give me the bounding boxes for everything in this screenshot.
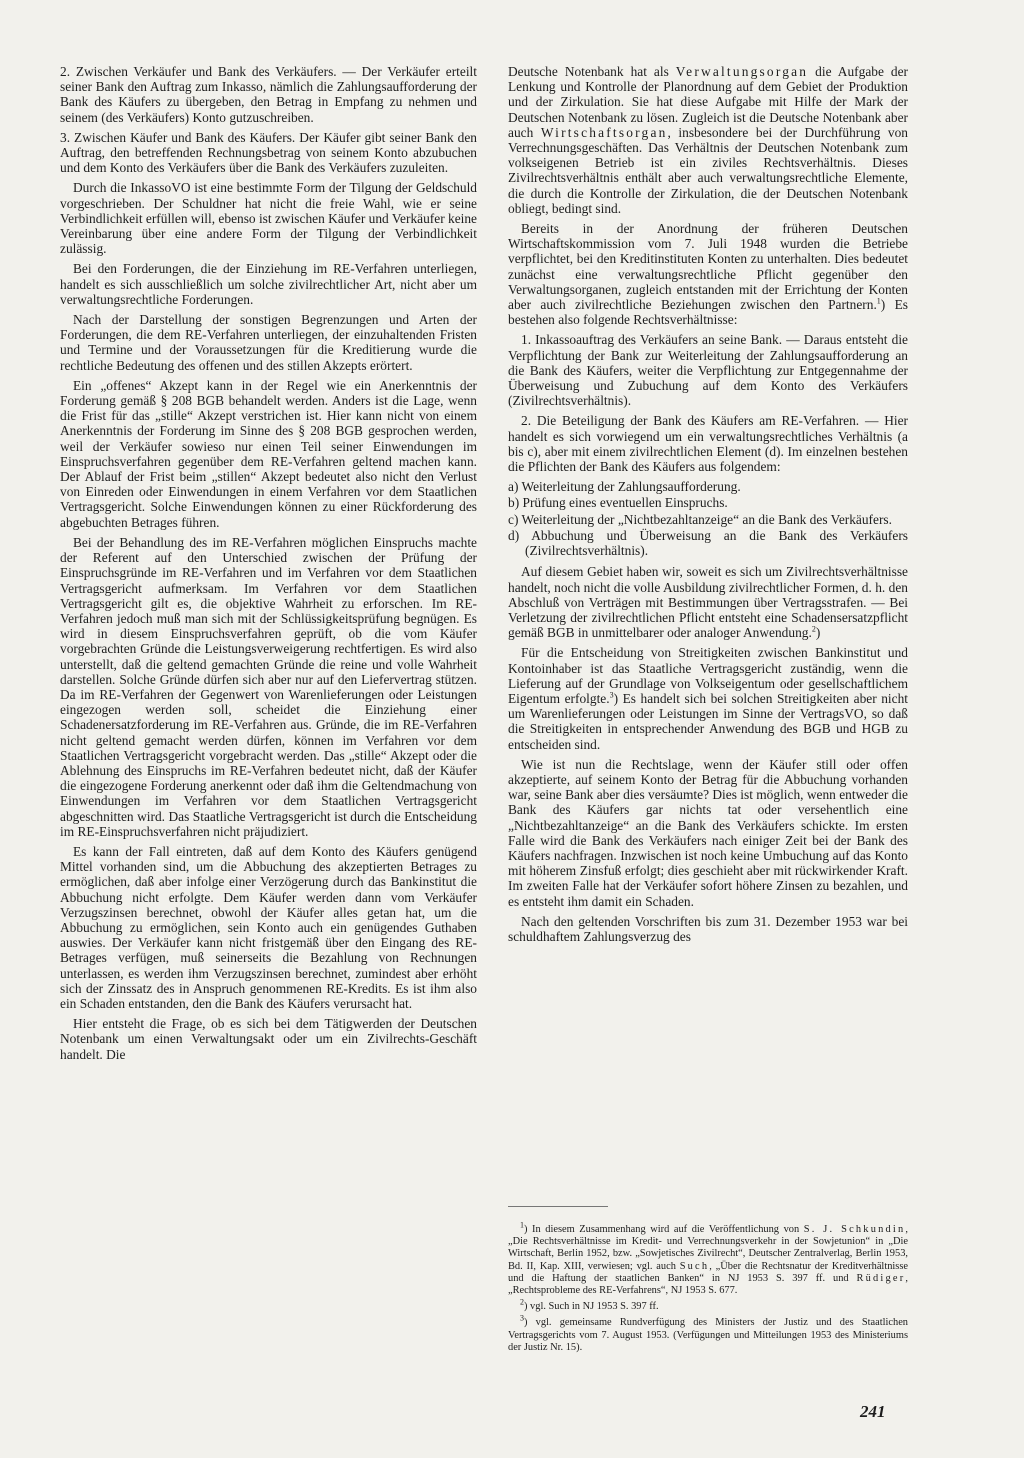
spaced-term: Verwaltungsorgan [675,64,809,79]
author-name: Such [679,1260,710,1272]
footnote-number: 3 [520,1313,524,1323]
list-item: d) Abbuchung und Überweisung an die Bank des Verkäufers (Zivilrechtsverhältnis). [508,527,908,559]
footnote [508,1220,908,1297]
footnotes [508,1220,908,1358]
paragraph: Nach der Darstellung der sonstigen Begrenzungen und Arten der Forderungen, die dem RE-Verfahren unterliegen, der einzuhaltenden Fristen und Termine und der Voraussetzungen für die Kreditierung wurde die rechtliche Bedeutung des offenen und des stillen Akzepts erörtert. [60,312,477,373]
paragraph: Durch die InkassoVO ist eine bestimmte Form der Tilgung der Geldschuld vorgeschrieben. Der Schuldner hat nicht die freie Wahl, wie er seine Verbindlichkeit erfüllen will, ebenso ist zwischen Käufer und Verkäufer keine Vereinbarung über eine andere Form der Tilgung der Verbindlichkeit zulässig. [60,180,477,257]
paragraph [508,221,908,327]
text-run: ) Es handelt sich bei solchen Streitigkeiten aber nicht um Warenlieferungen oder Leistungen im Sinne der VertragsVO, so daß die Streitigkeiten in entsprechender Anwendung des BGB und HGB zu entscheiden sind. [508,690,908,752]
text-run: , insbesondere bei der Durchführung von Verrechnungsgeschäften. Das Verhältnis der Deutschen Notenbank zum volkseigenen Betrieb ist ein ziviles Rechtsverhältnis. Dieses Zivilrechtsverhältnis enthält aber auch verwaltungsrechtliche Elemente, die durch die Kontrolle der Zirkulation, die der Deutschen Notenbank obliegt, bedingt sind. [508,124,908,216]
list-item: a) Weiterleitung der Zahlungsaufforderung. [508,479,741,495]
text-run: , „Rechtsprobleme des RE-Verfahrens“, NJ 1953 S. 677. [508,1272,908,1297]
text-run: Bereits in der Anordnung der früheren Deutschen Wirtschaftskommission vom 7. Juli 1948 wurden die Betriebe verpflichtet, bei den Kreditinstituten Konten zu unterhalten. Dies bedeutet zunächst eine verwaltungsrechtliche Pflicht gegenüber den Verwaltungsorganen, zugleich entstanden mit der Errichtung der Konten aber auch zivilrechtliche Beziehungen zwischen den Partnern. [508,221,908,313]
list-item: c) Weiterleitung der „Nichtbezahltanzeige“ an die Bank des Verkäufers. [508,511,892,527]
paragraph: Hier entsteht die Frage, ob es sich bei dem Tätigwerden der Deutschen Notenbank um einen Verwaltungsakt oder um ein Zivilrechts-Geschäft handelt. Die [60,1016,477,1062]
text-run: ) [815,625,821,641]
text-run: die Aufgabe der Lenkung und Kontrolle der Planordnung auf dem Gebiet der Produktion und der Zirkulation. Sie hat diese Aufgabe mit Hilfe der Mark der Deutschen Notenbank zu lösen. Zugleich ist die Deutsche Notenbank aber auch [508,64,908,140]
paragraph: Es kann der Fall eintreten, daß auf dem Konto des Käufers genügend Mittel vorhanden sind, um die Abbuchung des akzeptierten Betrages zu ermöglichen, daß aber infolge einer Verzögerung durch das Bankinstitut die Abbuchung nicht erfolgte. Dem Käufer werden dann vom Verkäufer Verzugszinsen berechnet, obwohl der Käufer alles getan hat, um die Abbuchung zu ermöglichen, sein Konto auch ein genügendes Guthaben auswies. Der Verkäufer kann nicht fristgemäß über den Eingang des RE-Betrages verfügen, muß seinerseits die Bezahlung von Rechnungen unterlassen, es werden ihm Verzugszinsen berechnet, zumindest aber erhöht sich der Zinssatz des in Anspruch genommenen RE-Kredits. Es ist ihm also ein Schaden entstanden, den die Bank des Käufers verursacht hat. [60,843,477,1011]
text-run: ) In diesem Zusammenhang wird auf die Veröffentlichung von [524,1224,804,1235]
text-run: Für die Entscheidung von Streitigkeiten zwischen Bankinstitut und Kontoinhaber ist das Staatliche Vertragsgericht zuständig, wenn die Lieferung auf der Grundlage von Volkseigentum oder gesellschaftlichem Eigentum erfolgte. [508,645,908,706]
paragraph: Bei der Behandlung des im RE-Verfahren möglichen Einspruchs machte der Referent auf den Unterschied zwischen der Prüfung der Einspruchsgründe im RE-Verfahren und im Verfahren vor dem Staatlichen Vertragsgericht aufmerksam. Im Verfahren vor dem Staatlichen Vertragsgericht gilt es, die objektive Wahrheit zu erforschen. Im RE-Verfahren jedoch muß man sich mit der Schlüssigkeitsprüfung begnügen. Es wird in diesem Einspruchsverfahren geprüft, ob die vom Käufer vorgebrachten Gründe die Leistungsverweigerung rechtfertigen. Es wird also unterstellt, daß die geltend gemachten Gründe die reine und volle Wahrheit darstellen. Solche Gründe dürfen sich aber nur auf den Liefervertrag stützen. Da im RE-Verfahren der Gegenwert von Warenlieferungen oder Leistungen eingezogen werden soll, scheidet die Einziehung einer Schadenersatzforderung im RE-Verfahren aus. Gründe, die im RE-Verfahren nicht geltend gemacht werden dürfen, können im Verfahren vor dem Staatlichen Vertragsgericht vorgebracht werden. Das „stille“ Akzept oder die Ablehnung des Einspruchs im RE-Verfahren bedeutet nicht, daß der Käufer die eingezogene Forderung anerkennt oder daß ihm die Geltendmachung von Einwendungen im Verfahren vor dem Staatlichen Vertragsgericht abgeschnitten wird. Das Staatliche Vertragsgericht ist durch die Entscheidung im RE-Einspruchsverfahren nicht präjudiziert. [60,534,477,839]
text-run: Deutsche Notenbank hat als [508,64,676,79]
footnote-ref: 3 [609,690,614,700]
text-run: ) vgl. gemeinsame Rundverfügung des Ministers der Justiz und des Staatlichen Vertragsgerichts vom 7. August 1953. (Verfügungen und Mitteilungen 1953 des Ministeriums der Justiz Nr. 15). [508,1317,908,1353]
footnote [508,1297,908,1313]
text-run: , „Die Rechtsverhältnisse im Kredit- und Verrechnungsverkehr in der Sowjetunion“ in „Die Wirtschaft, Berlin 1952, bzw. „Sowjetisches Zivilrecht“, Deutscher Zentralverlag, Berlin 1953, Bd. II, Kap. XIII, verwiesen; vgl. auch [508,1224,908,1272]
paragraph: Wie ist nun die Rechtslage, wenn der Käufer still oder offen akzeptierte, auf seinem Konto der Betrag für die Abbuchung vorhanden war, seine Bank aber dies versäumte? Dies ist möglich, wenn entweder die Bank des Käufers gar nichts tat oder versehentlich eine „Nichtbezahltanzeige“ an die Bank des Verkäufers schickte. Im ersten Falle wird die Bank des Verkäufers nach einiger Zeit bei der Bank des Käufers nachfragen. Inzwischen ist noch keine Umbuchung auf das Konto mit höherem Zinsfuß erfolgt; dies geschieht aber mit rückwirkender Kraft. Im zweiten Falle hat der Verkäufer sofort höhere Zinsen zu bezahlen, und es entsteht ihm damit ein Schaden. [508,756,908,909]
footnote [508,1313,908,1354]
text-run: , „Über die Rechtsnatur der Kreditverhältnisse und die Haftung der staatlichen Banken“ in NJ 1953 S. 397 ff. und [508,1260,908,1284]
footnote-number: 2 [520,1297,524,1307]
paragraph [508,64,908,216]
paragraph: Ein „offenes“ Akzept kann in der Regel wie ein Anerkenntnis der Forderung gemäß § 208 BGB behandelt werden. Anders ist die Lage, wenn die Frist für das „stille“ Akzept verstrichen ist. Hier kann nicht von einem Anerkenntnis der Forderung im Sinne des § 208 BGB gesprochen werden, weil der Verkäufer sowieso nur einen Teil seiner Einwendungen im Einspruchsverfahren gegenüber dem RE-Verfahren geltend machen kann. Der Ablauf der Frist beim „stillen“ Akzept bedeutet also nicht den Verlust von Einreden oder Einwendungen in einem Verfahren vor dem Staatlichen Vertragsgericht. Solche Einwendungen können zu einer Rückforderung des abgebuchten Betrages führen. [60,377,477,530]
footnote-number: 1 [520,1220,524,1230]
text-run: ) vgl. Such in NJ 1953 S. 397 ff. [524,1301,659,1313]
footnote-ref: 2 [811,624,816,634]
paragraph: 2. Zwischen Verkäufer und Bank des Verkäufers. — Der Verkäufer erteilt seiner Bank den Auftrag zum Inkasso, nämlich die Zahlungsaufforderung der Bank des Käufers zu übergeben, den Betrag in Empfang zu nehmen und seinem (des Verkäufers) Konto gutzuschreiben. [60,64,477,125]
paragraph: 1. Inkassoauftrag des Verkäufers an seine Bank. — Daraus entsteht die Verpflichtung der Bank zur Weiterleitung der Zahlungsaufforderung an die Bank des Käufers, weiter die Verpflichtung zur Entgegennahme der Überweisung und Zubuchung auf dem Konto des Verkäufers (Zivilrechtsverhältnis). [508,332,908,409]
footnote-ref: 1 [876,296,881,306]
paragraph [508,645,908,751]
text-run: Auf diesem Gebiet haben wir, soweit es sich um Zivilrechtsverhältnisse handelt, noch nicht die volle Ausbildung zivilrechtlicher Formen, d. h. den Abschluß von Verträgen mit Bestimmungen über Vertragsstrafen. — Bei Verletzung der zivilrechtlichen Pflicht entsteht eine Schadensersatzpflicht gemäß BGB in unmittelbarer oder analoger Anwendung. [508,564,908,641]
text-run: ) Es bestehen also folgende Rechtsverhältnisse: [508,297,908,328]
left-column [60,64,477,1067]
list-item: b) Prüfung eines eventuellen Einspruchs. [508,495,728,511]
paragraph [508,564,908,640]
right-column [508,64,908,949]
author-name: Rüdiger [856,1272,906,1284]
author-name: S. J. Schkundin [803,1224,906,1235]
page-number: 241 [860,1402,886,1421]
paragraph: Nach den geltenden Vorschriften bis zum 31. Dezember 1953 war bei schuldhaftem Zahlungsverzug des [508,913,908,944]
paragraph: 2. Die Beteiligung der Bank des Käufers am RE-Verfahren. — Hier handelt es sich vorwiegend um ein verwaltungsrechtliches Verhältnis (a bis c), aber mit einem zivilrechtlichen Element (d). Im einzelnen bestehen die Pflichten der Bank des Käufers aus folgendem: [508,413,908,475]
spaced-term: Wirtschaftsorgan [540,124,668,140]
footnote-divider [508,1206,608,1207]
paragraph: Bei den Forderungen, die der Einziehung im RE-Verfahren unterliegen, handelt es sich ausschließlich um solche zivilrechtlicher Art, nicht aber um verwaltungsrechtliche Forderungen. [60,261,477,307]
paragraph: 3. Zwischen Käufer und Bank des Käufers. Der Käufer gibt seiner Bank den Auftrag, den betreffenden Rechnungsbetrag von seinem Konto abzubuchen und dem Konto des Verkäufers über die Bank des Verkäufers zuzuleiten. [60,129,477,176]
